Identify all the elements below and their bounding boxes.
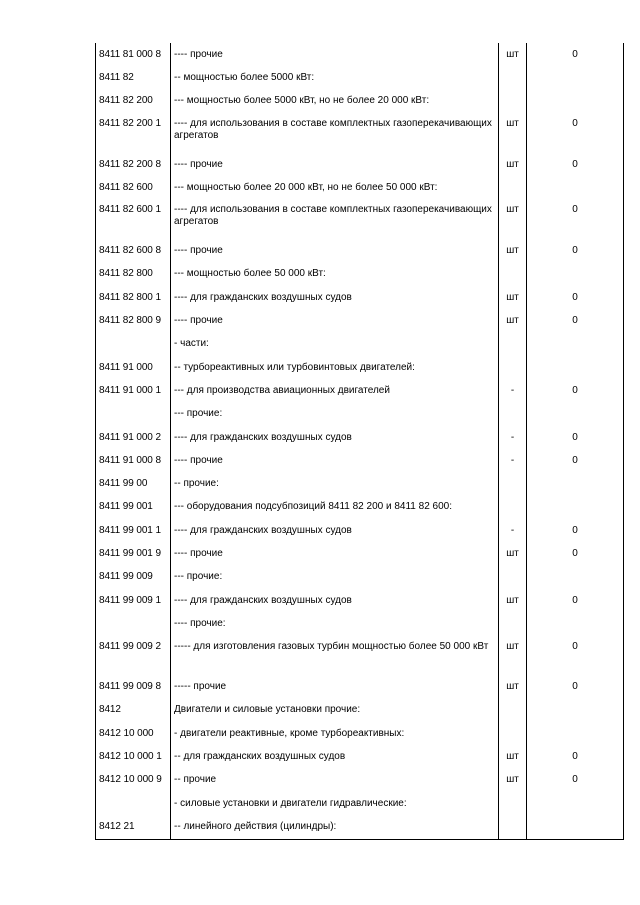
unit-cell (499, 612, 527, 635)
description-cell: --- мощностью более 5000 кВт, но не более 20 000 кВт: (171, 90, 499, 113)
code-cell: 8411 91 000 1 (96, 379, 171, 402)
description-cell: --- для производства авиационных двигателей (171, 379, 499, 402)
table-row (96, 699, 624, 722)
rate-cell: 0 (527, 239, 624, 262)
code-cell (96, 612, 171, 635)
rate-cell (527, 472, 624, 495)
code-cell: 8412 10 000 1 (96, 745, 171, 768)
rate-cell: 0 (527, 153, 624, 176)
table-row (96, 333, 624, 356)
code-cell: 8411 82 800 (96, 263, 171, 286)
rate-cell (527, 333, 624, 356)
code-cell: 8412 10 000 9 (96, 769, 171, 792)
rate-cell: 0 (527, 43, 624, 66)
table-row (96, 263, 624, 286)
unit-cell: шт (499, 769, 527, 792)
rate-cell: 0 (527, 379, 624, 402)
description-cell: - силовые установки и двигатели гидравлические: (171, 792, 499, 815)
tariff-table (95, 43, 624, 840)
table-row (96, 403, 624, 426)
rate-cell (527, 792, 624, 815)
unit-cell: - (499, 426, 527, 449)
code-cell: 8411 91 000 8 (96, 449, 171, 472)
code-cell: 8411 81 000 8 (96, 43, 171, 66)
rate-cell: 0 (527, 769, 624, 792)
table-row (96, 472, 624, 495)
code-cell: 8412 21 (96, 815, 171, 839)
rate-cell (527, 566, 624, 589)
unit-cell (499, 815, 527, 839)
description-cell: --- мощностью более 20 000 кВт, но не более 50 000 кВт: (171, 176, 499, 199)
code-cell: 8411 91 000 2 (96, 426, 171, 449)
table-row (96, 449, 624, 472)
description-cell: ---- прочие (171, 239, 499, 262)
description-cell: ---- прочие (171, 153, 499, 176)
unit-cell: шт (499, 286, 527, 309)
code-cell: 8411 82 600 1 (96, 199, 171, 239)
description-cell: ---- для гражданских воздушных судов (171, 589, 499, 612)
table-row (96, 379, 624, 402)
unit-cell (499, 176, 527, 199)
rate-cell (527, 176, 624, 199)
table-row (96, 113, 624, 153)
description-cell: ----- для изготовления газовых турбин мощностью более 50 000 кВт (171, 636, 499, 676)
code-cell: 8411 82 200 (96, 90, 171, 113)
rate-cell (527, 496, 624, 519)
code-cell: 8411 82 (96, 66, 171, 89)
table-row (96, 589, 624, 612)
table-row (96, 636, 624, 676)
description-cell: --- мощностью более 50 000 кВт: (171, 263, 499, 286)
table-row (96, 792, 624, 815)
table-row (96, 496, 624, 519)
unit-cell (499, 66, 527, 89)
unit-cell: шт (499, 542, 527, 565)
description-cell: - части: (171, 333, 499, 356)
description-cell: -- для гражданских воздушных судов (171, 745, 499, 768)
rate-cell: 0 (527, 589, 624, 612)
unit-cell: шт (499, 239, 527, 262)
unit-cell (499, 356, 527, 379)
rate-cell (527, 356, 624, 379)
table-row (96, 309, 624, 332)
unit-cell (499, 792, 527, 815)
unit-cell: - (499, 519, 527, 542)
rate-cell (527, 90, 624, 113)
rate-cell: 0 (527, 676, 624, 699)
unit-cell (499, 566, 527, 589)
description-cell: --- прочие: (171, 403, 499, 426)
code-cell: 8412 10 000 (96, 722, 171, 745)
description-cell: ---- прочие (171, 43, 499, 66)
unit-cell: шт (499, 676, 527, 699)
code-cell (96, 333, 171, 356)
rate-cell: 0 (527, 542, 624, 565)
unit-cell (499, 496, 527, 519)
table-row (96, 286, 624, 309)
table-row (96, 815, 624, 839)
code-cell: 8411 99 009 8 (96, 676, 171, 699)
description-cell: -- линейного действия (цилиндры): (171, 815, 499, 839)
unit-cell: шт (499, 113, 527, 153)
table-row (96, 153, 624, 176)
unit-cell: - (499, 449, 527, 472)
code-cell (96, 792, 171, 815)
code-cell: 8411 99 009 2 (96, 636, 171, 676)
description-cell: -- прочие (171, 769, 499, 792)
rate-cell: 0 (527, 286, 624, 309)
code-cell: 8412 (96, 699, 171, 722)
unit-cell (499, 333, 527, 356)
description-cell: ---- прочие (171, 542, 499, 565)
rate-cell (527, 722, 624, 745)
code-cell: 8411 82 800 9 (96, 309, 171, 332)
table-row (96, 199, 624, 239)
description-cell: -- прочие: (171, 472, 499, 495)
unit-cell: шт (499, 43, 527, 66)
description-cell: Двигатели и силовые установки прочие: (171, 699, 499, 722)
unit-cell: шт (499, 636, 527, 676)
table-row (96, 542, 624, 565)
description-cell: ---- для гражданских воздушных судов (171, 426, 499, 449)
code-cell: 8411 82 600 8 (96, 239, 171, 262)
description-cell: ---- для гражданских воздушных судов (171, 519, 499, 542)
rate-cell (527, 612, 624, 635)
table-row (96, 239, 624, 262)
code-cell (96, 403, 171, 426)
description-cell: ---- прочие (171, 309, 499, 332)
code-cell: 8411 82 200 1 (96, 113, 171, 153)
code-cell: 8411 99 00 (96, 472, 171, 495)
rate-cell: 0 (527, 636, 624, 676)
rate-cell (527, 699, 624, 722)
description-cell: --- оборудования подсубпозиций 8411 82 200 и 8411 82 600: (171, 496, 499, 519)
unit-cell (499, 263, 527, 286)
code-cell: 8411 82 800 1 (96, 286, 171, 309)
rate-cell: 0 (527, 449, 624, 472)
code-cell: 8411 99 001 (96, 496, 171, 519)
description-cell: -- мощностью более 5000 кВт: (171, 66, 499, 89)
code-cell: 8411 99 009 1 (96, 589, 171, 612)
rate-cell: 0 (527, 309, 624, 332)
description-cell: ----- прочие (171, 676, 499, 699)
rate-cell: 0 (527, 426, 624, 449)
code-cell: 8411 99 001 1 (96, 519, 171, 542)
table-row (96, 426, 624, 449)
unit-cell: шт (499, 589, 527, 612)
code-cell: 8411 99 001 9 (96, 542, 171, 565)
table-row (96, 612, 624, 635)
description-cell: - двигатели реактивные, кроме турбореактивных: (171, 722, 499, 745)
tariff-table-body (96, 43, 624, 839)
description-cell: ---- для использования в составе комплектных газоперекачивающих агрегатов (171, 113, 499, 153)
unit-cell (499, 699, 527, 722)
code-cell: 8411 82 600 (96, 176, 171, 199)
table-row (96, 66, 624, 89)
description-cell: ---- прочие: (171, 612, 499, 635)
rate-cell: 0 (527, 745, 624, 768)
rate-cell: 0 (527, 199, 624, 239)
code-cell: 8411 91 000 (96, 356, 171, 379)
table-row (96, 566, 624, 589)
rate-cell (527, 403, 624, 426)
unit-cell: - (499, 379, 527, 402)
rate-cell (527, 815, 624, 839)
description-cell: ---- для использования в составе комплектных газоперекачивающих агрегатов (171, 199, 499, 239)
rate-cell: 0 (527, 113, 624, 153)
table-row (96, 356, 624, 379)
table-row (96, 676, 624, 699)
rate-cell: 0 (527, 519, 624, 542)
rate-cell (527, 263, 624, 286)
unit-cell: шт (499, 199, 527, 239)
description-cell: ---- прочие (171, 449, 499, 472)
table-row (96, 43, 624, 66)
description-cell: ---- для гражданских воздушных судов (171, 286, 499, 309)
table-row (96, 745, 624, 768)
code-cell: 8411 82 200 8 (96, 153, 171, 176)
table-row (96, 90, 624, 113)
unit-cell: шт (499, 153, 527, 176)
unit-cell (499, 403, 527, 426)
unit-cell: шт (499, 309, 527, 332)
description-cell: --- прочие: (171, 566, 499, 589)
unit-cell (499, 722, 527, 745)
rate-cell (527, 66, 624, 89)
table-row (96, 769, 624, 792)
table-row (96, 176, 624, 199)
table-row (96, 519, 624, 542)
code-cell: 8411 99 009 (96, 566, 171, 589)
unit-cell (499, 472, 527, 495)
table-row (96, 722, 624, 745)
description-cell: -- турбореактивных или турбовинтовых двигателей: (171, 356, 499, 379)
unit-cell: шт (499, 745, 527, 768)
unit-cell (499, 90, 527, 113)
